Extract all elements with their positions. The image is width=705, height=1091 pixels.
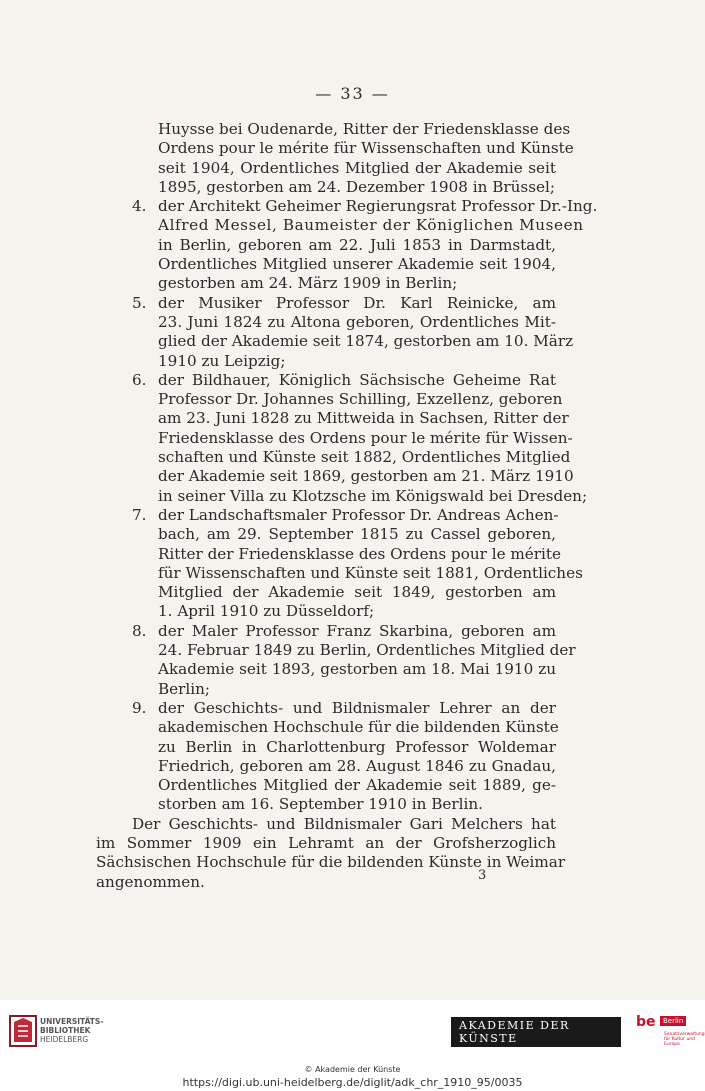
item-number: 8. xyxy=(132,621,147,640)
text-line: Professor Dr. Johannes Schilling, Exzellenz, geboren xyxy=(158,390,563,409)
text-line: der Bildhauer, Königlich Sächsische Geheime Rat xyxy=(158,370,556,389)
text-line: 24. Februar 1849 zu Berlin, Ordentliches Mitglied der xyxy=(158,641,576,660)
text-line: schaften und Künste seit 1882, Ordentliches Mitglied xyxy=(158,448,571,467)
text-line: Ritter der Friedensklasse des Ordens pour le mérite xyxy=(158,544,561,563)
list-item xyxy=(96,505,583,622)
page-number: — 33 — xyxy=(315,84,390,103)
text-line: angenommen. xyxy=(96,872,205,891)
signature-mark: 3 xyxy=(478,868,487,883)
text-line: gestorben am 24. März 1909 in Berlin; xyxy=(158,274,458,293)
text-line: Friedensklasse des Ordens pour le mérite für Wissen- xyxy=(158,428,573,447)
text-line: Mitglied der Akademie seit 1849, gestorben am xyxy=(158,583,556,602)
text-line: in seiner Villa zu Klotzsche im Königswald bei Dresden; xyxy=(158,486,588,505)
text-line: der Maler Professor Franz Skarbina, geboren am xyxy=(158,621,556,640)
list-item xyxy=(96,197,598,293)
text-line: Friedrich, geboren am 28. August 1846 zu Gnadau, xyxy=(158,756,556,775)
text-line: der Landschaftsmaler Professor Dr. Andreas Achen- xyxy=(158,505,559,524)
text-line: storben am 16. September 1910 in Berlin. xyxy=(158,795,483,814)
text-line: Ordens pour le mérite für Wissenschaften und Künste xyxy=(158,139,574,158)
text-line: glied der Akademie seit 1874, gestorben am 10. März xyxy=(158,332,574,351)
text-line: Ordentliches Mitglied der Akademie seit 1889, ge- xyxy=(158,776,556,795)
text-line: der Akademie seit 1869, gestorben am 21. März 1910 xyxy=(158,467,574,486)
text-line: akademischen Hochschule für die bildenden Künste xyxy=(158,718,559,737)
text-line: 23. Juni 1824 zu Altona geboren, Ordentliches Mit- xyxy=(158,312,556,331)
text-line: Berlin; xyxy=(158,679,211,698)
closing-paragraph xyxy=(96,815,556,834)
intro-paragraph xyxy=(96,120,574,197)
text-line: Huysse bei Oudenarde, Ritter der Friedensklasse des xyxy=(158,120,571,138)
text-line: der Musiker Professor Dr. Karl Reinicke, am xyxy=(158,293,556,312)
text-line: Akademie seit 1893, gestorben am 18. Mai 1910 zu xyxy=(158,660,556,679)
text-line: 1910 zu Leipzig; xyxy=(158,351,286,370)
university-library-name[interactable] xyxy=(40,1017,103,1044)
list-item xyxy=(96,370,588,506)
body-text xyxy=(96,120,598,892)
closing-paragraph-body xyxy=(96,833,566,892)
permalink-url[interactable]: https://digi.ub.uni-heidelberg.de/diglit/adk_chr_1910_95/0035 xyxy=(182,1076,523,1089)
list-item xyxy=(96,698,559,815)
copyright-text: © Akademie der Künste xyxy=(304,1065,401,1074)
item-number: 7. xyxy=(132,505,147,524)
adk-label: AKADEMIE DER KÜNSTE xyxy=(450,1015,622,1049)
item-number: 9. xyxy=(132,698,147,717)
library-line: HEIDELBERG xyxy=(40,1035,89,1044)
text-line: 1895, gestorben am 24. Dezember 1908 in Brüssel; xyxy=(158,177,555,196)
item-number: 5. xyxy=(132,293,147,312)
text-line: Alfred Messel, Baumeister der Königlichen Museen xyxy=(158,216,584,235)
university-library-logo-icon xyxy=(8,1012,38,1048)
berlin-be-text: be xyxy=(636,1014,656,1030)
berlin-tag: Berlin xyxy=(660,1016,686,1026)
text-line: Der Geschichts- und Bildnismaler Gari Melchers hat xyxy=(132,814,556,833)
text-line: für Wissenschaften und Künste seit 1881, Ordentliches xyxy=(158,563,583,582)
text-line: Sächsischen Hochschule für die bildenden Künste in Weimar xyxy=(96,853,566,872)
text-line: bach, am 29. September 1815 zu Cassel geboren, xyxy=(158,525,556,544)
text-line: am 23. Juni 1828 zu Mittweida in Sachsen, Ritter der xyxy=(158,409,569,428)
text-line: der Geschichts- und Bildnismaler Lehrer an der xyxy=(158,698,556,717)
adk-logo-link[interactable] xyxy=(450,1017,622,1047)
list-item xyxy=(96,293,574,371)
text-line: der Architekt Geheimer Regierungsrat Professor Dr.-Ing. xyxy=(158,197,598,216)
item-number: 6. xyxy=(132,370,147,389)
text-line: 1. April 1910 zu Düsseldorf; xyxy=(158,602,375,621)
text-line: Ordentliches Mitglied unserer Akademie seit 1904, xyxy=(158,255,556,274)
text-line: im Sommer 1909 ein Lehramt an der Grofsherzoglich xyxy=(96,833,556,852)
item-number: 4. xyxy=(132,197,147,216)
text-line: zu Berlin in Charlottenburg Professor Woldemar xyxy=(158,737,556,756)
text-line: seit 1904, Ordentliches Mitglied der Akademie seit xyxy=(158,158,556,177)
berlin-logo-link[interactable] xyxy=(636,1014,705,1048)
berlin-subtitle: Senatsverwaltung für Kultur und Europa xyxy=(664,1032,705,1047)
list-item xyxy=(96,621,576,699)
library-line: BIBLIOTHEK xyxy=(40,1026,91,1035)
library-line: UNIVERSITÄTS- xyxy=(40,1017,104,1026)
text-line: in Berlin, geboren am 22. Juli 1853 in Darmstadt, xyxy=(158,235,556,254)
